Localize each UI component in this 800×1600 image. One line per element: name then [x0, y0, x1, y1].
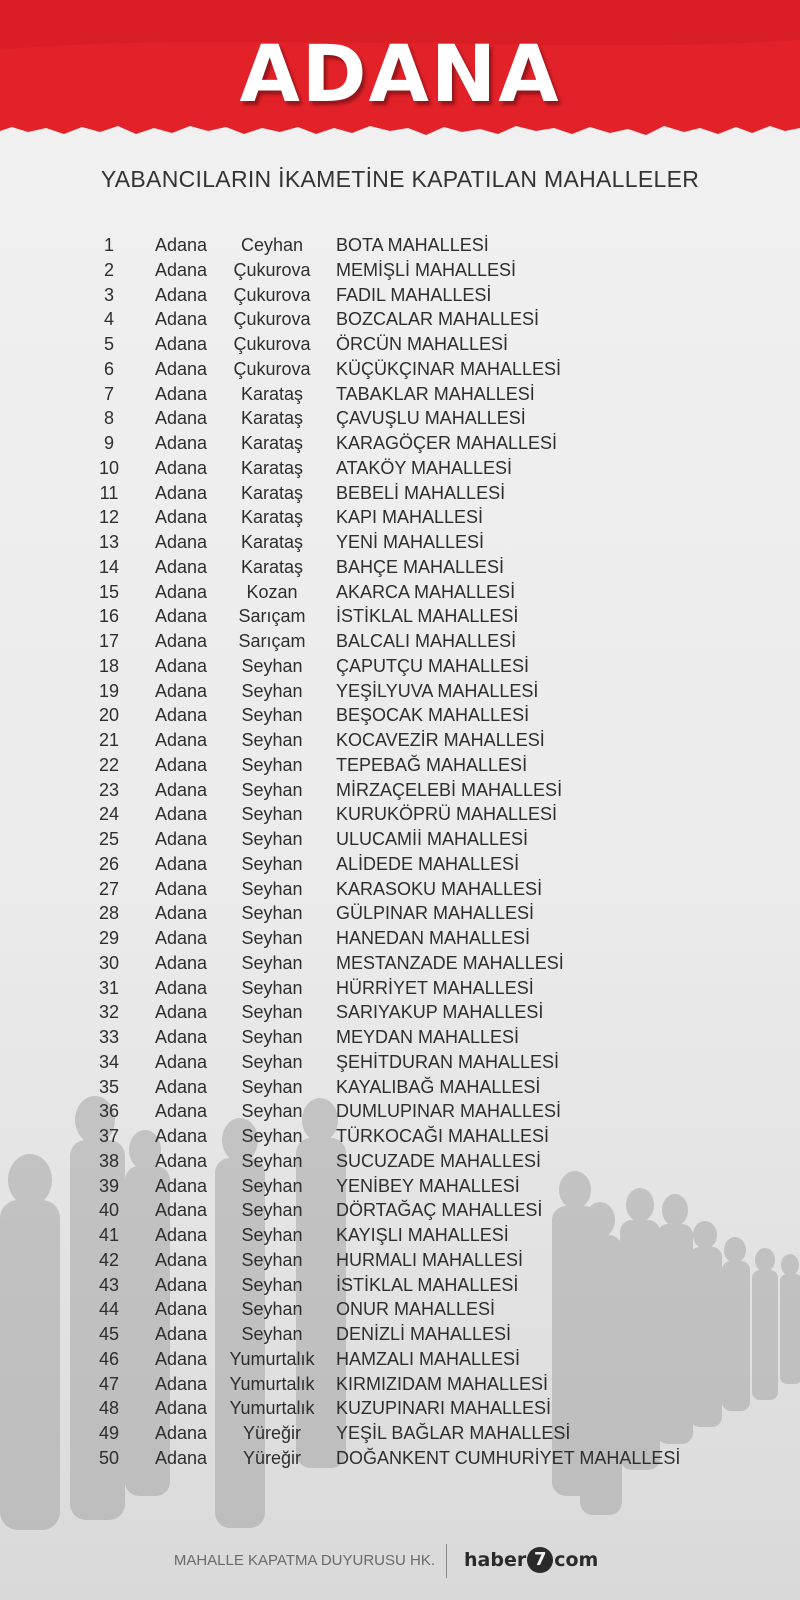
row-district: Seyhan: [241, 655, 303, 676]
row-district: Yumurtalık: [229, 1348, 315, 1369]
row-neighborhood: KARAGÖÇER MAHALLESİ: [336, 433, 558, 453]
row-neighborhood: HAMZALI MAHALLESİ: [336, 1348, 521, 1369]
row-district: Çukurova: [233, 284, 311, 305]
logo-suffix: com: [554, 1549, 599, 1571]
row-number: 3: [103, 284, 114, 305]
row-province: Adana: [154, 1398, 208, 1419]
row-number: 5: [103, 334, 114, 354]
row-neighborhood: KUZUPINARI MAHALLESİ: [336, 1398, 552, 1419]
row-district: Seyhan: [241, 928, 303, 948]
row-number: 39: [98, 1175, 120, 1196]
row-district: Ceyhan: [240, 235, 304, 255]
list-item: [0, 604, 800, 629]
haber7-logo: [464, 1547, 598, 1573]
row-district: Seyhan: [241, 878, 303, 899]
row-district: Kozan: [246, 581, 298, 602]
row-province: Adana: [154, 1274, 208, 1295]
row-number: 32: [98, 1002, 120, 1023]
list-item: [0, 1124, 800, 1149]
list-item: [0, 406, 800, 431]
list-item: [0, 1198, 800, 1223]
list-item: [0, 307, 800, 332]
row-number: 40: [98, 1200, 120, 1221]
row-province: Adana: [154, 383, 208, 404]
list-item: [0, 555, 800, 580]
row-neighborhood: ÖRCÜN MAHALLESİ: [336, 334, 509, 354]
row-province: Adana: [154, 705, 208, 726]
row-number: 19: [98, 680, 120, 701]
row-district: Seyhan: [241, 1175, 303, 1196]
list-item: [0, 283, 800, 308]
row-district: Seyhan: [241, 779, 303, 800]
row-number: 10: [98, 457, 120, 478]
row-province: Adana: [154, 680, 208, 701]
row-number: 37: [98, 1126, 120, 1146]
row-province: Adana: [154, 556, 208, 577]
list-item: [0, 802, 800, 827]
row-neighborhood: ULUCAMİİ MAHALLESİ: [336, 829, 529, 849]
row-neighborhood: KAYALIBAĞ MAHALLESİ: [336, 1076, 541, 1097]
row-province: Adana: [154, 235, 208, 255]
row-district: Çukurova: [233, 259, 311, 280]
row-neighborhood: ATAKÖY MAHALLESİ: [336, 457, 513, 478]
row-number: 28: [98, 903, 120, 924]
row-neighborhood: KURUKÖPRÜ MAHALLESİ: [336, 804, 558, 825]
row-number: 43: [98, 1274, 120, 1295]
row-province: Adana: [154, 1324, 208, 1344]
row-district: Seyhan: [241, 1274, 303, 1295]
row-province: Adana: [154, 457, 208, 478]
row-district: Seyhan: [241, 1150, 303, 1171]
footer: [0, 1538, 800, 1584]
row-district: Seyhan: [241, 1076, 303, 1097]
row-district: Seyhan: [241, 952, 303, 973]
row-province: Adana: [154, 1299, 208, 1320]
row-neighborhood: TEPEBAĞ MAHALLESİ: [336, 754, 528, 775]
row-number: 8: [103, 408, 114, 429]
row-number: 11: [99, 482, 119, 503]
row-province: Adana: [154, 903, 208, 924]
list-item: [0, 1025, 800, 1050]
row-number: 21: [98, 730, 120, 750]
list-item: [0, 1421, 800, 1446]
row-neighborhood: HURMALI MAHALLESİ: [336, 1249, 524, 1270]
list-item: [0, 1099, 800, 1124]
row-district: Seyhan: [241, 1299, 303, 1320]
row-district: Seyhan: [241, 903, 303, 924]
row-province: Adana: [154, 1175, 208, 1196]
page-title: ADANA: [239, 30, 561, 120]
footer-caption: MAHALLE KAPATMA DUYURUSU HK.: [173, 1552, 435, 1569]
row-neighborhood: DENİZLİ MAHALLESİ: [336, 1324, 512, 1344]
row-neighborhood: KAYIŞLI MAHALLESİ: [336, 1225, 509, 1245]
row-neighborhood: YEŞİLYUVA MAHALLESİ: [336, 680, 539, 701]
row-province: Adana: [154, 1027, 208, 1047]
row-neighborhood: FADIL MAHALLESİ: [336, 284, 492, 305]
row-neighborhood: BEBELİ MAHALLESİ: [336, 482, 506, 503]
list-item: [0, 1446, 800, 1471]
row-province: Adana: [154, 804, 208, 825]
row-number: 9: [103, 433, 114, 453]
list-item: [0, 728, 800, 753]
row-neighborhood: KIRMIZIDAM MAHALLESİ: [336, 1373, 549, 1394]
row-province: Adana: [154, 259, 208, 280]
row-number: 27: [98, 878, 120, 899]
row-province: Adana: [154, 1076, 208, 1097]
row-neighborhood: İSTİKLAL MAHALLESİ: [336, 606, 519, 627]
row-province: Adana: [154, 655, 208, 676]
row-neighborhood: TABAKLAR MAHALLESİ: [336, 383, 535, 404]
row-neighborhood: HÜRRİYET MAHALLESİ: [336, 977, 534, 998]
list-item: [0, 1273, 800, 1298]
row-district: Sarıçam: [238, 606, 306, 627]
row-neighborhood: GÜLPINAR MAHALLESİ: [336, 903, 535, 924]
row-province: Adana: [154, 1051, 208, 1072]
logo-seven-badge: 7: [527, 1547, 553, 1573]
row-neighborhood: ÇAPUTÇU MAHALLESİ: [336, 655, 530, 676]
row-number: 6: [103, 358, 114, 379]
row-number: 23: [98, 779, 120, 800]
row-province: Adana: [154, 507, 208, 528]
row-neighborhood: ÇAVUŞLU MAHALLESİ: [336, 408, 526, 429]
row-province: Adana: [154, 334, 208, 354]
row-district: Karataş: [240, 457, 304, 478]
row-number: 7: [103, 383, 114, 404]
row-number: 33: [98, 1027, 120, 1047]
list-item: [0, 703, 800, 728]
row-number: 49: [98, 1423, 120, 1443]
list-item: [0, 654, 800, 679]
list-item: [0, 233, 800, 258]
row-number: 35: [98, 1076, 120, 1097]
list-item: [0, 1396, 800, 1421]
list-item: [0, 505, 800, 530]
list-item: [0, 1000, 800, 1025]
row-number: 20: [98, 705, 120, 726]
row-province: Adana: [154, 1101, 208, 1122]
row-province: Adana: [154, 581, 208, 602]
row-district: Seyhan: [241, 1324, 303, 1344]
list-item: [0, 901, 800, 926]
row-neighborhood: DOĞANKENT CUMHURİYET MAHALLESİ: [336, 1447, 681, 1468]
row-province: Adana: [154, 952, 208, 973]
row-district: Seyhan: [241, 1126, 303, 1146]
row-province: Adana: [154, 433, 208, 453]
row-district: Yumurtalık: [229, 1373, 315, 1394]
row-province: Adana: [154, 1373, 208, 1394]
row-number: 47: [98, 1373, 120, 1394]
list-item: [0, 976, 800, 1001]
row-neighborhood: ŞEHİTDURAN MAHALLESİ: [336, 1051, 560, 1072]
row-number: 13: [98, 532, 120, 552]
list-item: [0, 258, 800, 283]
logo-prefix: haber: [464, 1549, 527, 1571]
row-district: Seyhan: [241, 804, 303, 825]
row-neighborhood: MESTANZADE MAHALLESİ: [336, 952, 564, 973]
row-neighborhood: TÜRKOCAĞI MAHALLESİ: [336, 1126, 550, 1146]
subtitle: YABANCILARIN İKAMETİNE KAPATILAN MAHALLELER: [100, 166, 700, 192]
list-item: [0, 679, 800, 704]
row-neighborhood: KARASOKU MAHALLESİ: [336, 878, 543, 899]
list-item: [0, 1050, 800, 1075]
list-item: [0, 1322, 800, 1347]
row-neighborhood: KOCAVEZİR MAHALLESİ: [336, 730, 545, 750]
list-item: [0, 951, 800, 976]
list-item: [0, 753, 800, 778]
row-province: Adana: [154, 1447, 208, 1468]
list-item: [0, 1075, 800, 1100]
row-neighborhood: HANEDAN MAHALLESİ: [336, 928, 531, 948]
row-number: 34: [98, 1051, 120, 1072]
row-number: 46: [98, 1348, 120, 1369]
row-number: 31: [98, 977, 120, 998]
row-number: 48: [98, 1398, 120, 1419]
row-district: Seyhan: [241, 680, 303, 701]
list-item: [0, 530, 800, 555]
row-province: Adana: [154, 779, 208, 800]
row-province: Adana: [154, 928, 208, 948]
list-item: [0, 1372, 800, 1397]
list-item: [0, 1223, 800, 1248]
row-neighborhood: MEMİŞLİ MAHALLESİ: [336, 259, 517, 280]
row-neighborhood: BALCALI MAHALLESİ: [336, 631, 517, 651]
row-neighborhood: AKARCA MAHALLESİ: [336, 581, 516, 602]
row-province: Adana: [154, 606, 208, 627]
row-neighborhood: SARIYAKUP MAHALLESİ: [336, 1002, 544, 1023]
row-district: Karataş: [240, 556, 304, 577]
list-item: [0, 778, 800, 803]
list-item: [0, 1347, 800, 1372]
row-district: Yumurtalık: [229, 1398, 315, 1419]
row-neighborhood: YENİ MAHALLESİ: [336, 532, 485, 552]
list-item: [0, 926, 800, 951]
row-district: Yüreğir: [242, 1423, 302, 1443]
row-number: 29: [98, 928, 120, 948]
row-number: 18: [98, 655, 120, 676]
row-number: 1: [103, 235, 114, 255]
row-neighborhood: DÖRTAĞAÇ MAHALLESİ: [336, 1200, 543, 1221]
row-neighborhood: BOZCALAR MAHALLESİ: [336, 309, 540, 330]
row-province: Adana: [154, 1225, 208, 1245]
row-number: 17: [98, 631, 120, 651]
list-item: [0, 431, 800, 456]
row-number: 2: [103, 259, 114, 280]
header-banner: [0, 0, 800, 150]
row-neighborhood: MEYDAN MAHALLESİ: [336, 1027, 520, 1047]
row-district: Karataş: [240, 408, 304, 429]
row-number: 4: [103, 309, 114, 330]
row-neighborhood: KÜÇÜKÇINAR MAHALLESİ: [336, 358, 562, 379]
row-district: Seyhan: [241, 730, 303, 750]
row-neighborhood: ONUR MAHALLESİ: [336, 1299, 496, 1320]
row-neighborhood: BOTA MAHALLESİ: [336, 235, 489, 255]
row-province: Adana: [154, 730, 208, 750]
row-district: Karataş: [240, 532, 304, 552]
row-province: Adana: [154, 1002, 208, 1023]
row-number: 30: [98, 952, 120, 973]
row-number: 12: [98, 507, 120, 528]
row-neighborhood: YEŞİL BAĞLAR MAHALLESİ: [336, 1423, 571, 1443]
row-district: Karataş: [240, 507, 304, 528]
row-province: Adana: [154, 1423, 208, 1443]
row-number: 22: [98, 754, 120, 775]
row-number: 44: [98, 1299, 120, 1320]
row-neighborhood: ALİDEDE MAHALLESİ: [336, 853, 520, 874]
row-district: Karataş: [240, 383, 304, 404]
row-number: 45: [98, 1324, 120, 1344]
row-province: Adana: [154, 1348, 208, 1369]
list-item: [0, 877, 800, 902]
row-district: Çukurova: [233, 309, 311, 330]
row-neighborhood: SUCUZADE MAHALLESİ: [336, 1150, 542, 1171]
row-number: 24: [98, 804, 120, 825]
row-province: Adana: [154, 408, 208, 429]
row-province: Adana: [154, 754, 208, 775]
row-province: Adana: [154, 829, 208, 849]
row-province: Adana: [154, 1150, 208, 1171]
row-province: Adana: [154, 309, 208, 330]
row-number: 14: [98, 556, 120, 577]
list-item: [0, 1248, 800, 1273]
row-neighborhood: YENİBEY MAHALLESİ: [336, 1175, 520, 1196]
list-item: [0, 1149, 800, 1174]
row-district: Seyhan: [241, 705, 303, 726]
row-district: Çukurova: [233, 334, 311, 354]
list-item: [0, 332, 800, 357]
row-province: Adana: [154, 878, 208, 899]
row-district: Seyhan: [241, 1249, 303, 1270]
footer-divider: [446, 1544, 447, 1578]
row-neighborhood: İSTİKLAL MAHALLESİ: [336, 1274, 519, 1295]
row-district: Seyhan: [241, 1051, 303, 1072]
row-neighborhood: BEŞOCAK MAHALLESİ: [336, 705, 530, 726]
row-neighborhood: KAPI MAHALLESİ: [336, 507, 484, 528]
row-district: Yüreğir: [242, 1447, 302, 1468]
row-neighborhood: MİRZAÇELEBİ MAHALLESİ: [336, 779, 563, 800]
list-item: [0, 1174, 800, 1199]
row-district: Seyhan: [241, 829, 303, 849]
row-number: 41: [98, 1225, 120, 1245]
list-item: [0, 852, 800, 877]
row-number: 42: [98, 1249, 120, 1270]
row-district: Karataş: [240, 433, 304, 453]
row-province: Adana: [154, 977, 208, 998]
list-item: [0, 357, 800, 382]
row-province: Adana: [154, 1126, 208, 1146]
row-number: 26: [98, 853, 120, 874]
row-number: 25: [98, 829, 120, 849]
row-province: Adana: [154, 482, 208, 503]
row-province: Adana: [154, 853, 208, 874]
row-number: 36: [98, 1101, 120, 1122]
row-number: 16: [98, 606, 120, 627]
row-province: Adana: [154, 284, 208, 305]
row-number: 38: [98, 1150, 120, 1171]
list-item: [0, 481, 800, 506]
row-province: Adana: [154, 631, 208, 651]
row-district: Seyhan: [241, 1027, 303, 1047]
row-district: Seyhan: [241, 1225, 303, 1245]
row-number: 15: [98, 581, 120, 602]
row-province: Adana: [154, 1249, 208, 1270]
row-neighborhood: BAHÇE MAHALLESİ: [336, 556, 505, 577]
list-item: [0, 456, 800, 481]
row-province: Adana: [154, 358, 208, 379]
row-province: Adana: [154, 532, 208, 552]
row-district: Seyhan: [241, 754, 303, 775]
row-district: Çukurova: [233, 358, 311, 379]
row-district: Seyhan: [241, 977, 303, 998]
row-district: Sarıçam: [238, 631, 306, 651]
list-item: [0, 629, 800, 654]
list-item: [0, 580, 800, 605]
list-item: [0, 382, 800, 407]
row-district: Seyhan: [241, 1200, 303, 1221]
row-district: Karataş: [240, 482, 304, 503]
list-item: [0, 827, 800, 852]
row-number: 50: [98, 1447, 120, 1468]
row-district: Seyhan: [241, 853, 303, 874]
row-province: Adana: [154, 1200, 208, 1221]
row-district: Seyhan: [241, 1101, 303, 1122]
row-district: Seyhan: [241, 1002, 303, 1023]
list-item: [0, 1297, 800, 1322]
row-neighborhood: DUMLUPINAR MAHALLESİ: [336, 1101, 562, 1122]
